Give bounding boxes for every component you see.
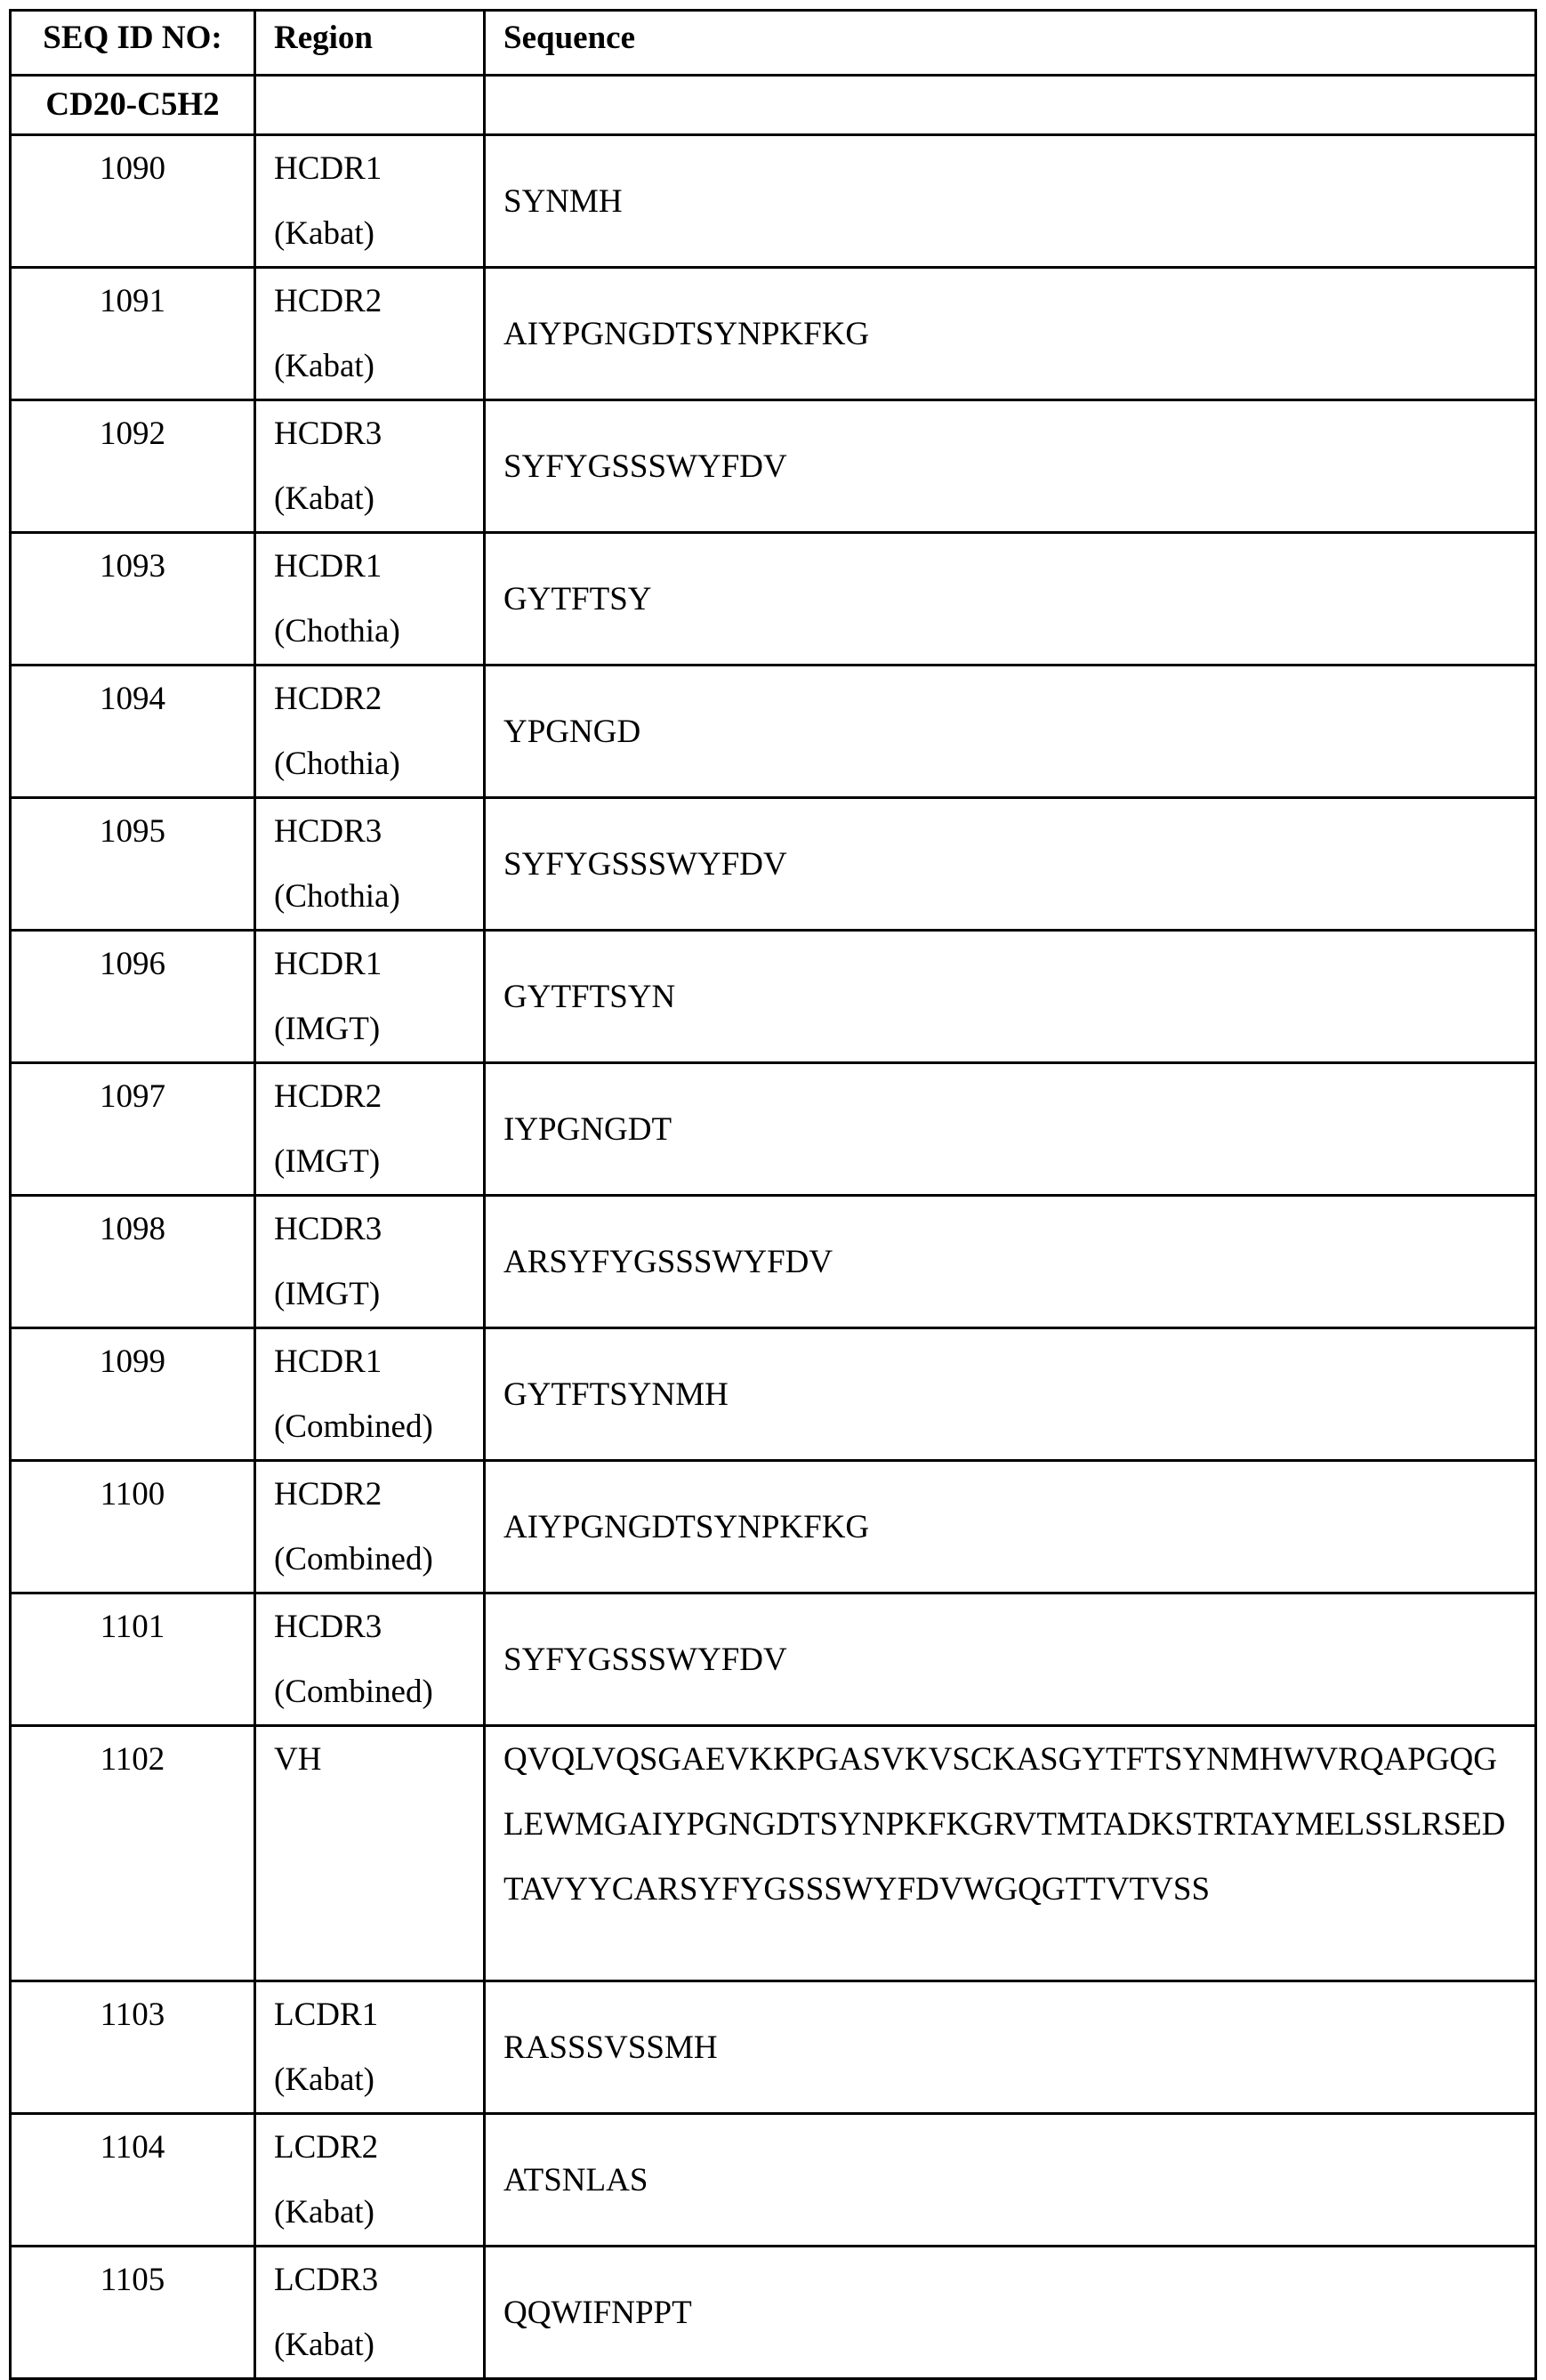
region-name: HCDR3 [274, 813, 382, 850]
numbering-scheme: (Kabat) [274, 348, 374, 384]
numbering-scheme: (Kabat) [274, 2061, 374, 2098]
numbering-scheme: (Chothia) [274, 878, 400, 915]
region-cell [255, 268, 485, 400]
seq-id-cell: 1097 [11, 1063, 255, 1196]
seq-id-cell: 1096 [11, 931, 255, 1063]
sequence-cell: GYTFTSYN [485, 931, 1536, 1063]
region-cell [255, 931, 485, 1063]
header-sequence: Sequence [485, 11, 1536, 76]
seq-id-cell: 1091 [11, 268, 255, 400]
table-row [11, 1063, 1536, 1196]
sequence-cell: GYTFTSY [485, 533, 1536, 666]
numbering-scheme: (Kabat) [274, 2327, 374, 2363]
seq-id-cell: 1101 [11, 1593, 255, 1726]
region-name: HCDR3 [274, 1609, 382, 1645]
seq-id-cell: 1105 [11, 2247, 255, 2379]
region-name: HCDR2 [274, 681, 382, 717]
region-cell [255, 1328, 485, 1461]
empty-cell [485, 76, 1536, 135]
region-name: HCDR1 [274, 1343, 382, 1380]
region-cell [255, 533, 485, 666]
table-row [11, 931, 1536, 1063]
empty-cell [255, 76, 485, 135]
seq-id-cell: 1104 [11, 2114, 255, 2247]
region-cell [255, 1593, 485, 1726]
region-cell [255, 1726, 485, 1981]
table-row [11, 1461, 1536, 1593]
sequence-cell: QVQLVQSGAEVKKPGASVKVSCKASGYTFTSYNMHWVRQAPGQGLEWMGAIYPGNGDTSYNPKFKGRVTMTADKSTRTAYMELSSLRSEDTAVYYCARSYFYGSSSWYFDVWGQGTTVTVSS [485, 1726, 1536, 1981]
numbering-scheme: (Kabat) [274, 480, 374, 517]
region-name: HCDR1 [274, 946, 382, 982]
table-row [11, 268, 1536, 400]
numbering-scheme: (Combined) [274, 1408, 433, 1445]
sequence-cell: AIYPGNGDTSYNPKFKG [485, 1461, 1536, 1593]
seq-id-cell: 1095 [11, 798, 255, 931]
region-name: HCDR2 [274, 1476, 382, 1513]
numbering-scheme: (Combined) [274, 1541, 433, 1577]
sequence-cell: IYPGNGDT [485, 1063, 1536, 1196]
seq-id-cell: 1098 [11, 1196, 255, 1328]
sequence-cell: RASSSVSSMH [485, 1981, 1536, 2114]
region-name: HCDR2 [274, 1078, 382, 1115]
table-row [11, 798, 1536, 931]
sequence-cell: SYFYGSSSWYFDV [485, 798, 1536, 931]
seq-id-cell: 1102 [11, 1726, 255, 1981]
sequence-cell: ARSYFYGSSSWYFDV [485, 1196, 1536, 1328]
sequence-cell: SYFYGSSSWYFDV [485, 400, 1536, 533]
seq-id-cell: 1092 [11, 400, 255, 533]
header-seq-id: SEQ ID NO: [11, 11, 255, 76]
region-name: HCDR1 [274, 548, 382, 585]
region-cell [255, 666, 485, 798]
region-cell [255, 2247, 485, 2379]
sequence-cell: QQWIFNPPT [485, 2247, 1536, 2379]
table-row [11, 135, 1536, 268]
table-row [11, 2114, 1536, 2247]
numbering-scheme: (Chothia) [274, 613, 400, 649]
numbering-scheme: (IMGT) [274, 1143, 380, 1180]
table-row [11, 1593, 1536, 1726]
region-name: LCDR3 [274, 2262, 378, 2298]
seq-id-cell: 1100 [11, 1461, 255, 1593]
header-row [11, 11, 1536, 76]
seq-id-cell: 1090 [11, 135, 255, 268]
region-cell [255, 798, 485, 931]
region-name: HCDR3 [274, 415, 382, 452]
group-row [11, 76, 1536, 135]
region-cell [255, 400, 485, 533]
region-cell [255, 1196, 485, 1328]
sequence-cell: AIYPGNGDTSYNPKFKG [485, 268, 1536, 400]
region-name: HCDR2 [274, 283, 382, 319]
sequence-cell: SYFYGSSSWYFDV [485, 1593, 1536, 1726]
header-region: Region [255, 11, 485, 76]
sequence-table [9, 9, 1537, 2380]
table-row [11, 1196, 1536, 1328]
table-row [11, 533, 1536, 666]
seq-id-cell: 1103 [11, 1981, 255, 2114]
numbering-scheme: (Combined) [274, 1674, 433, 1710]
region-cell [255, 1063, 485, 1196]
region-name: LCDR2 [274, 2129, 378, 2166]
seq-id-cell: 1094 [11, 666, 255, 798]
region-cell [255, 1981, 485, 2114]
numbering-scheme: (IMGT) [274, 1011, 380, 1047]
numbering-scheme: (Chothia) [274, 746, 400, 782]
table-row [11, 1981, 1536, 2114]
seq-id-cell: 1093 [11, 533, 255, 666]
sequence-cell: YPGNGD [485, 666, 1536, 798]
region-name: VH [274, 1741, 321, 1778]
region-name: LCDR1 [274, 1997, 378, 2033]
table-row [11, 400, 1536, 533]
numbering-scheme: (Kabat) [274, 2194, 374, 2231]
sequence-cell: SYNMH [485, 135, 1536, 268]
table-row [11, 2247, 1536, 2379]
numbering-scheme: (Kabat) [274, 215, 374, 252]
table-row [11, 1328, 1536, 1461]
numbering-scheme: (IMGT) [274, 1276, 380, 1312]
group-label: CD20-C5H2 [11, 76, 255, 135]
sequence-cell: GYTFTSYNMH [485, 1328, 1536, 1461]
table-row [11, 1726, 1536, 1981]
table-row [11, 666, 1536, 798]
region-name: HCDR3 [274, 1211, 382, 1247]
region-cell [255, 1461, 485, 1593]
sequence-cell: ATSNLAS [485, 2114, 1536, 2247]
region-cell [255, 2114, 485, 2247]
region-cell [255, 135, 485, 268]
region-name: HCDR1 [274, 150, 382, 187]
seq-id-cell: 1099 [11, 1328, 255, 1461]
